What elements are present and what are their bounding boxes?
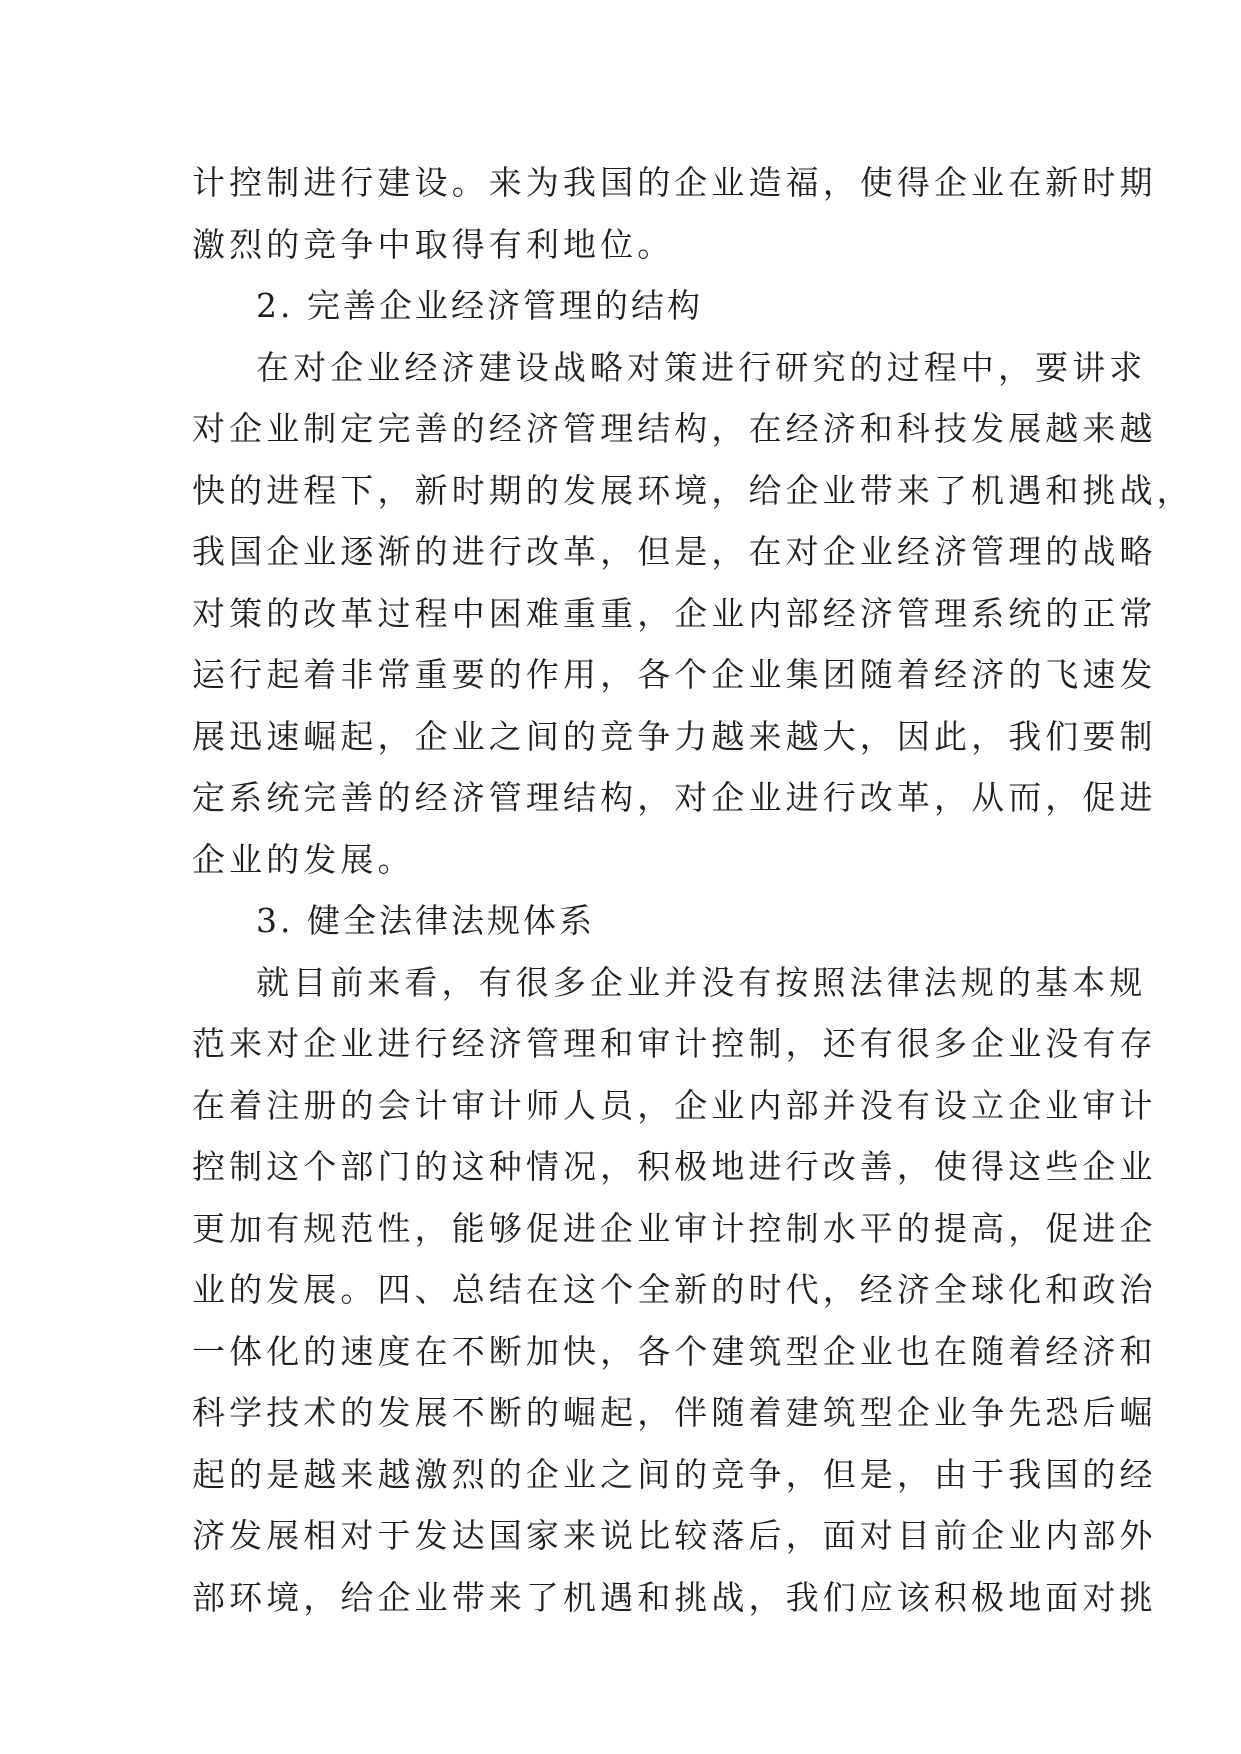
text-line: 我国企业逐渐的进行改革，但是，在对企业经济管理的战略 xyxy=(192,532,1157,571)
text-line: 业的发展。四、总结在这个全新的时代，经济全球化和政治 xyxy=(192,1270,1157,1309)
text-line: 科学技术的发展不断的崛起，伴随着建筑型企业争先恐后崛 xyxy=(192,1393,1157,1432)
text-line: 范来对企业进行经济管理和审计控制，还有很多企业没有存 xyxy=(192,1024,1157,1063)
text-line: 对企业制定完善的经济管理结构，在经济和科技发展越来越 xyxy=(192,409,1157,448)
text-line: 更加有规范性，能够促进企业审计控制水平的提高，促进企 xyxy=(192,1208,1157,1248)
text-line: 部环境，给企业带来了机遇和挑战，我们应该积极地面对挑 xyxy=(192,1577,1157,1617)
section-heading: 2. 完善企业经济管理的结构 xyxy=(256,286,703,325)
text-line: 一体化的速度在不断加快，各个建筑型企业也在随着经济和 xyxy=(192,1331,1157,1371)
text-line: 快的进程下，新时期的发展环境，给企业带来了机遇和挑战， xyxy=(192,470,1194,510)
text-line: 运行起着非常重要的作用，各个企业集团随着经济的飞速发 xyxy=(192,655,1157,694)
text-line: 定系统完善的经济管理结构，对企业进行改革，从而，促进 xyxy=(192,778,1157,817)
text-line: 计控制进行建设。来为我国的企业造福，使得企业在新时期 xyxy=(192,163,1157,202)
text-line: 在对企业经济建设战略对策进行研究的过程中，要讲求 xyxy=(256,347,1147,387)
text-line: 企业的发展。 xyxy=(192,839,415,879)
text-line: 就目前来看，有很多企业并没有按照法律法规的基本规 xyxy=(256,962,1147,1002)
text-line: 控制这个部门的这种情况，积极地进行改善，使得这些企业 xyxy=(192,1147,1157,1186)
text-line: 激烈的竞争中取得有利地位。 xyxy=(192,224,675,264)
text-line: 对策的改革过程中困难重重，企业内部经济管理系统的正常 xyxy=(192,593,1157,633)
body-text xyxy=(192,152,1194,1628)
text-line: 济发展相对于发达国家来说比较落后，面对目前企业内部外 xyxy=(192,1516,1157,1555)
text-line: 在着注册的会计审计师人员，企业内部并没有设立企业审计 xyxy=(192,1085,1157,1125)
text-line: 展迅速崛起，企业之间的竞争力越来越大，因此，我们要制 xyxy=(192,716,1157,756)
section-heading: 3. 健全法律法规体系 xyxy=(256,901,595,940)
text-line: 起的是越来越激烈的企业之间的竞争，但是，由于我国的经 xyxy=(192,1454,1157,1494)
